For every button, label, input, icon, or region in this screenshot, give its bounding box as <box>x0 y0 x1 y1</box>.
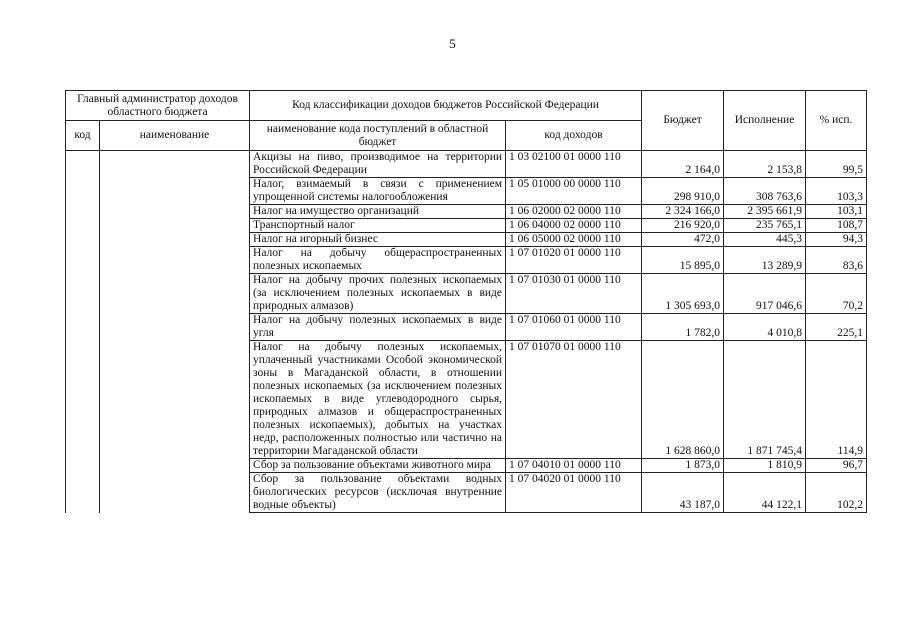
budget-cell: 1 628 860,0 <box>642 341 724 459</box>
budget-cell: 472,0 <box>642 233 724 247</box>
header-income-code: код доходов <box>506 121 642 151</box>
pct-cell: 114,9 <box>806 341 867 459</box>
income-name-cell: Налог на добычу полезных ископаемых в виде угля <box>250 314 506 341</box>
pct-cell: 94,3 <box>806 233 867 247</box>
pct-cell: 225,1 <box>806 314 867 341</box>
income-name-cell: Сбор за пользование объектами водных биологических ресурсов (исключая внутренние водные объекты) <box>250 473 506 513</box>
table-row <box>66 473 867 513</box>
income-code-cell: 1 07 01020 01 0000 110 <box>506 247 642 274</box>
income-name-cell: Налог на добычу полезных ископаемых, уплаченный участниками Особой экономической зоны в Магаданской области, в отношении полезных ископаемых (за исключением полезных ископаемых в виде углеводородного сырья, природных алмазов и общераспространенных полезных ископаемых), добытых на участках недр, расположенных полностью или частично на территории Магаданской области <box>250 341 506 459</box>
income-code-cell: 1 05 01000 00 0000 110 <box>506 178 642 205</box>
table-row <box>66 341 867 459</box>
pct-cell: 83,6 <box>806 247 867 274</box>
pct-cell: 99,5 <box>806 151 867 178</box>
admin-code-cell <box>66 151 100 178</box>
table-row <box>66 151 867 178</box>
budget-cell: 298 910,0 <box>642 178 724 205</box>
header-pct: % исп. <box>806 91 867 151</box>
table-row <box>66 314 867 341</box>
header-classification: Код классификации доходов бюджетов Российской Федерации <box>250 91 642 121</box>
admin-name-cell <box>100 473 250 513</box>
income-code-cell: 1 07 04020 01 0000 110 <box>506 473 642 513</box>
header-admin: Главный администратор доходов областного бюджета <box>66 91 250 121</box>
pct-cell: 103,1 <box>806 205 867 219</box>
execution-cell: 445,3 <box>724 233 806 247</box>
execution-cell: 2 153,8 <box>724 151 806 178</box>
header-code: код <box>66 121 100 151</box>
admin-name-cell <box>100 151 250 178</box>
page-number: 5 <box>449 36 456 51</box>
pct-cell: 70,2 <box>806 274 867 314</box>
execution-cell: 308 763,6 <box>724 178 806 205</box>
income-code-cell: 1 07 01070 01 0000 110 <box>506 341 642 459</box>
execution-cell: 917 046,6 <box>724 274 806 314</box>
budget-cell: 2 164,0 <box>642 151 724 178</box>
income-code-cell: 1 07 01030 01 0000 110 <box>506 274 642 314</box>
execution-cell: 235 765,1 <box>724 219 806 233</box>
income-name-cell: Налог, взимаемый в связи с применением упрощенной системы налогообложения <box>250 178 506 205</box>
table-row <box>66 233 867 247</box>
income-name-cell: Налог на игорный бизнес <box>250 233 506 247</box>
income-name-cell: Налог на имущество организаций <box>250 205 506 219</box>
budget-cell: 15 895,0 <box>642 247 724 274</box>
pct-cell: 96,7 <box>806 459 867 473</box>
admin-code-cell <box>66 473 100 513</box>
income-name-cell: Налог на добычу прочих полезных ископаемых (за исключением полезных ископаемых в виде природных алмазов) <box>250 274 506 314</box>
admin-name-cell <box>100 314 250 341</box>
table-row <box>66 274 867 314</box>
admin-name-cell <box>100 274 250 314</box>
admin-name-cell <box>100 219 250 233</box>
execution-cell: 1 871 745,4 <box>724 341 806 459</box>
budget-cell: 2 324 166,0 <box>642 205 724 219</box>
header-name: наименование <box>100 121 250 151</box>
pct-cell: 102,2 <box>806 473 867 513</box>
header-budget: Бюджет <box>642 91 724 151</box>
admin-code-cell <box>66 314 100 341</box>
revenue-table <box>65 90 867 513</box>
admin-code-cell <box>66 178 100 205</box>
admin-code-cell <box>66 205 100 219</box>
header-income-name: наименование кода поступлений в областной бюджет <box>250 121 506 151</box>
pct-cell: 103,3 <box>806 178 867 205</box>
budget-cell: 1 305 693,0 <box>642 274 724 314</box>
admin-code-cell <box>66 274 100 314</box>
admin-name-cell <box>100 178 250 205</box>
budget-cell: 216 920,0 <box>642 219 724 233</box>
budget-cell: 43 187,0 <box>642 473 724 513</box>
admin-code-cell <box>66 459 100 473</box>
income-code-cell: 1 06 04000 02 0000 110 <box>506 219 642 233</box>
execution-cell: 2 395 661,9 <box>724 205 806 219</box>
table-row <box>66 178 867 205</box>
admin-code-cell <box>66 341 100 459</box>
header-execution: Исполнение <box>724 91 806 151</box>
income-code-cell: 1 03 02100 01 0000 110 <box>506 151 642 178</box>
execution-cell: 4 010,8 <box>724 314 806 341</box>
budget-cell: 1 873,0 <box>642 459 724 473</box>
admin-code-cell <box>66 219 100 233</box>
admin-code-cell <box>66 247 100 274</box>
income-name-cell: Сбор за пользование объектами животного мира <box>250 459 506 473</box>
income-code-cell: 1 06 05000 02 0000 110 <box>506 233 642 247</box>
pct-cell: 108,7 <box>806 219 867 233</box>
income-code-cell: 1 06 02000 02 0000 110 <box>506 205 642 219</box>
table-row <box>66 205 867 219</box>
table-row <box>66 459 867 473</box>
income-code-cell: 1 07 04010 01 0000 110 <box>506 459 642 473</box>
table-row <box>66 219 867 233</box>
income-name-cell: Акцизы на пиво, производимое на территории Российской Федерации <box>250 151 506 178</box>
admin-name-cell <box>100 341 250 459</box>
execution-cell: 44 122,1 <box>724 473 806 513</box>
admin-name-cell <box>100 233 250 247</box>
admin-code-cell <box>66 233 100 247</box>
income-name-cell: Налог на добычу общераспространенных полезных ископаемых <box>250 247 506 274</box>
admin-name-cell <box>100 247 250 274</box>
income-code-cell: 1 07 01060 01 0000 110 <box>506 314 642 341</box>
admin-name-cell <box>100 205 250 219</box>
table-row <box>66 247 867 274</box>
budget-cell: 1 782,0 <box>642 314 724 341</box>
execution-cell: 13 289,9 <box>724 247 806 274</box>
admin-name-cell <box>100 459 250 473</box>
execution-cell: 1 810,9 <box>724 459 806 473</box>
income-name-cell: Транспортный налог <box>250 219 506 233</box>
